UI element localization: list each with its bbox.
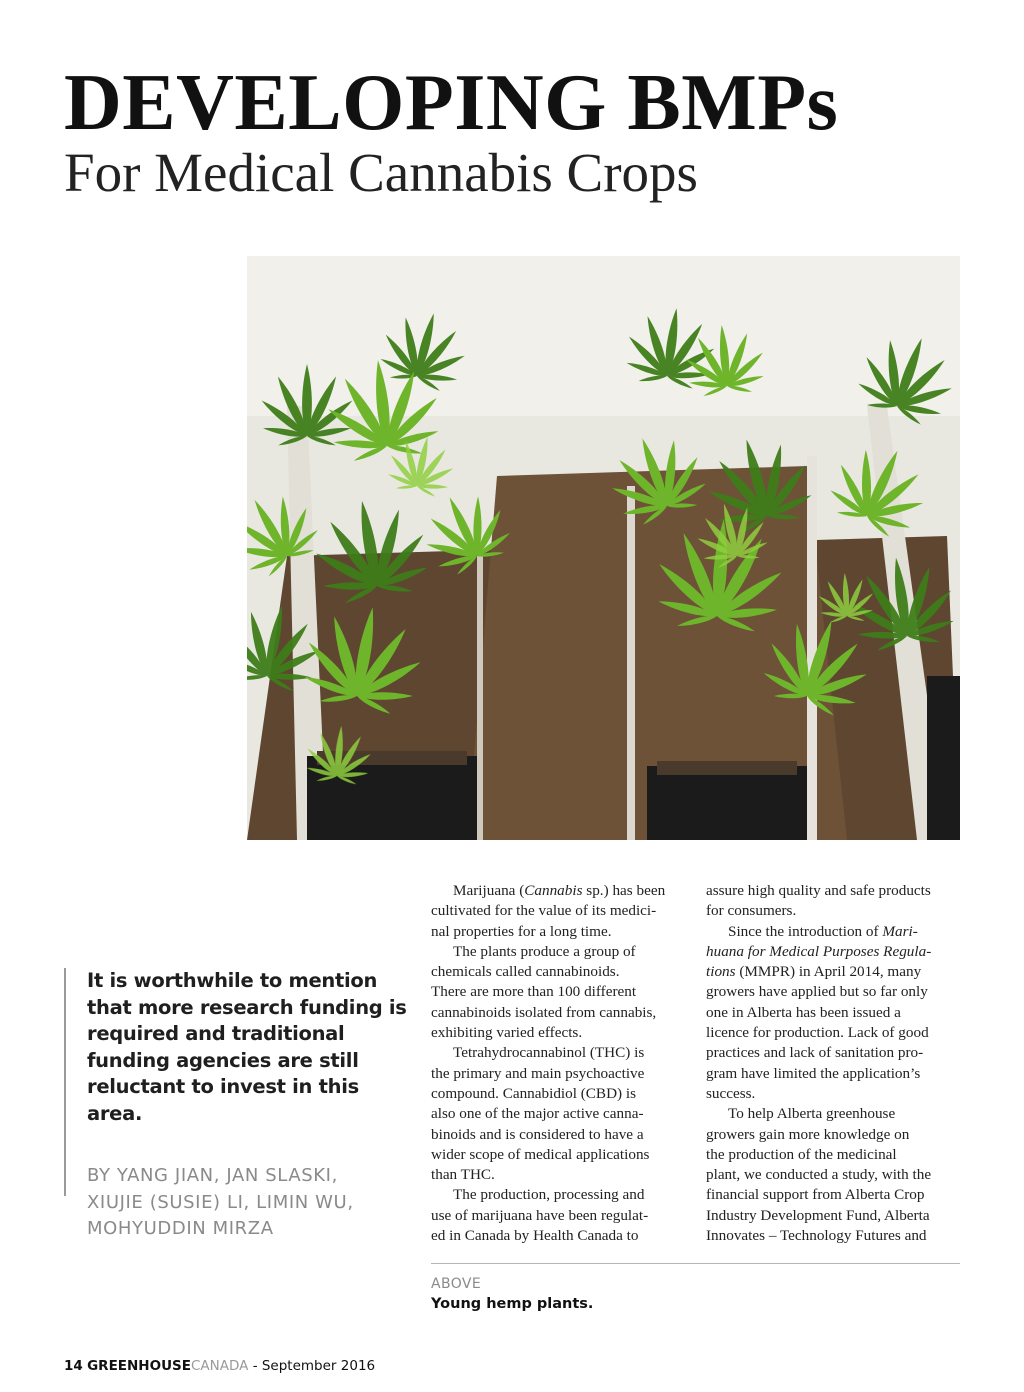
issue-date: - September 2016 (252, 1358, 376, 1374)
caption-text: Young hemp plants. (431, 1296, 594, 1312)
paragraph: To help Alberta greenhouse growers gain more knowledge on the production of the medicinal plant, we conducted a study, with the financial support from Alberta Crop Industry Development Fund, Alberta Innovates – Technology Futures and (706, 1105, 932, 1245)
paragraph: The production, processing and use of marijuana have been regulat- ed in Canada by Health Canada to (431, 1186, 649, 1245)
magazine-name: GREENHOUSE (87, 1358, 191, 1374)
magazine-name-suffix: CANADA (191, 1358, 249, 1374)
article-title: DEVELOPING BMPs (64, 59, 839, 147)
page-number: 14 (64, 1358, 83, 1374)
byline-line: BY YANG JIAN, JAN SLASKI, (87, 1165, 338, 1186)
pull-quote-box (64, 968, 409, 1239)
article-column-2 (706, 881, 964, 1246)
page-footer (64, 1358, 375, 1374)
byline-line: XIUJIE (SUSIE) LI, LIMIN WU, (87, 1191, 354, 1213)
byline-line: MOHYUDDIN MIRZA (87, 1218, 274, 1239)
paragraph: assure high quality and safe products for consumers. (706, 882, 931, 920)
paragraph: Tetrahydrocannabinol (THC) is the primary and main psychoactive compound. Cannabidiol (CBD) is also one of the major active canna- binoids and is considered to have a wider scope of medical applications than THC. (431, 1044, 650, 1184)
caption-label: ABOVE (431, 1276, 482, 1292)
cannabis-plants-photo (247, 256, 960, 840)
paragraph: Since the introduction of Mari- huana for Medical Purposes Regula- tions (MMPR) in April 2014, many growers have applied but so far only one in Alberta has been issued a licence for production. Lack of good practices and lack of sanitation pro- gram have limited the application’s success. (706, 922, 932, 1102)
byline (87, 1163, 409, 1243)
article-column-1 (431, 881, 689, 1246)
paragraph: The plants produce a group of chemicals called cannabinoids. There are more than 100 different cannabinoids isolated from cannabis, exhibiting varied effects. (431, 942, 657, 1042)
article-subtitle: For Medical Cannabis Crops (64, 142, 698, 203)
caption-divider (431, 1263, 960, 1264)
pull-quote: It is worthwhile to mention that more research funding is required and traditional funding agencies are still reluctant to invest in this area. (87, 969, 407, 1125)
paragraph: Marijuana (Cannabis sp.) has been cultivated for the value of its medici- nal properties for a long time. (431, 882, 666, 940)
plant-illustration (247, 256, 960, 840)
